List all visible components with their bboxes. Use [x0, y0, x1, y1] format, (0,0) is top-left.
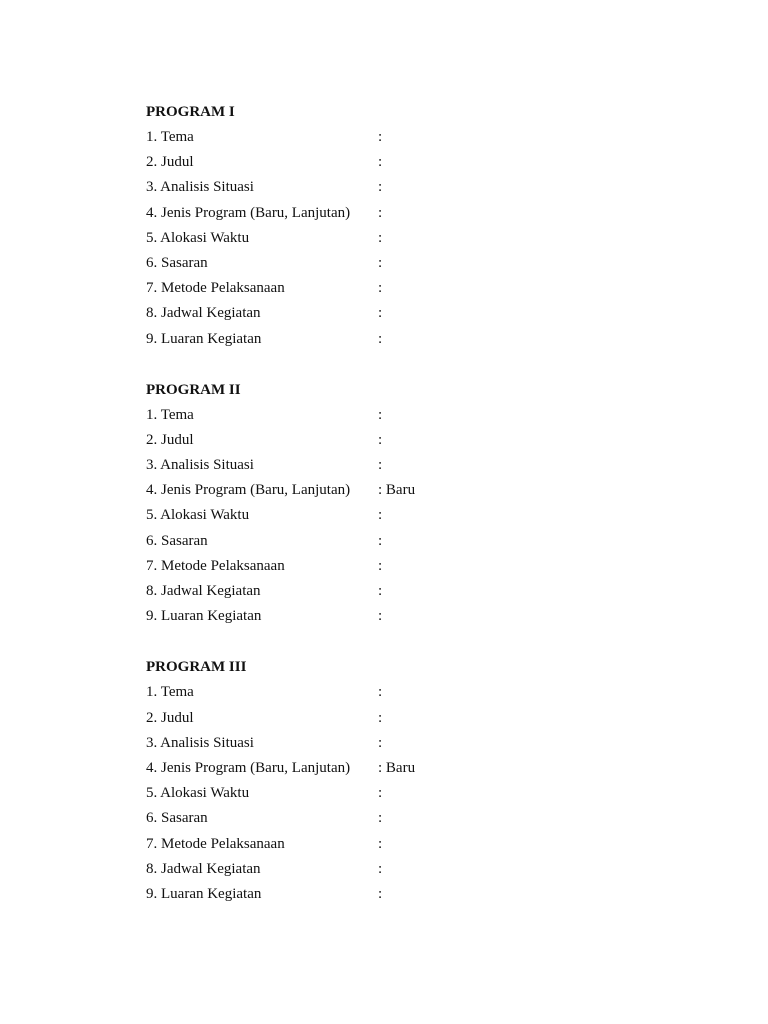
program-row — [146, 756, 706, 781]
row-label: 8. Jadwal Kegiatan — [146, 583, 261, 599]
row-label: 7. Metode Pelaksanaan — [146, 280, 285, 297]
row-value: : — [378, 330, 383, 347]
row-label: 3. Analisis Situasi — [146, 457, 254, 474]
row-label: 5. Alokasi Waktu — [146, 507, 250, 524]
row-label: 9. Luaran Kegiatan — [146, 330, 262, 347]
row-label: 9. Luaran Kegiatan — [146, 885, 262, 902]
row-value: : — [378, 431, 383, 448]
program-row — [146, 706, 706, 731]
row-label: 2. Judul — [146, 709, 194, 726]
row-label: 5. Alokasi Waktu — [146, 229, 250, 246]
program-row — [146, 327, 706, 352]
row-label: 2. Judul — [146, 431, 194, 448]
program-row — [146, 579, 706, 604]
row-value: : — [378, 154, 383, 171]
row-value: : — [378, 583, 383, 599]
row-value: : — [378, 179, 383, 196]
row-label: 6. Sasaran — [146, 254, 208, 271]
program-title: PROGRAM II — [146, 381, 241, 398]
program-row — [146, 731, 706, 756]
program-title: PROGRAM I — [146, 104, 235, 120]
row-label: 6. Sasaran — [146, 532, 208, 549]
row-label: 1. Tema — [146, 406, 194, 423]
row-value: : — [378, 557, 383, 574]
row-label: 3. Analisis Situasi — [146, 734, 254, 751]
row-label: 6. Sasaran — [146, 810, 208, 827]
row-value: : — [378, 406, 383, 423]
program-row — [146, 175, 706, 200]
program-row — [146, 150, 706, 175]
program-row — [146, 125, 706, 150]
row-label: 4. Jenis Program (Baru, Lanjutan) — [146, 482, 351, 499]
program-row — [146, 857, 706, 882]
row-label: 1. Tema — [146, 684, 194, 701]
row-value: : — [378, 254, 383, 271]
program-row — [146, 428, 706, 453]
program-title: PROGRAM III — [146, 659, 247, 676]
row-label: 8. Jadwal Kegiatan — [146, 305, 261, 322]
row-label: 7. Metode Pelaksanaan — [146, 557, 285, 574]
row-value: : — [378, 885, 383, 902]
program-row — [146, 478, 706, 503]
row-value: : — [378, 532, 383, 549]
row-label: 1. Tema — [146, 129, 194, 145]
program-section-1 — [146, 100, 706, 352]
row-value: : — [378, 305, 383, 322]
row-value: : — [378, 280, 383, 297]
row-label: 2. Judul — [146, 154, 194, 171]
row-value: : — [378, 810, 383, 827]
row-value: : — [378, 229, 383, 246]
row-label: 3. Analisis Situasi — [146, 179, 254, 196]
row-value: : — [378, 204, 383, 221]
row-label: 8. Jadwal Kegiatan — [146, 860, 261, 877]
row-value: : — [378, 835, 383, 852]
program-row — [146, 453, 706, 478]
row-value: : — [378, 709, 383, 726]
document-page — [146, 100, 706, 933]
program-row — [146, 781, 706, 806]
program-row — [146, 882, 706, 907]
program-row — [146, 301, 706, 326]
row-value: : — [378, 860, 383, 877]
row-value: : Baru — [378, 482, 416, 499]
program-section-3 — [146, 655, 706, 907]
program-row — [146, 680, 706, 705]
program-row — [146, 403, 706, 428]
row-value: : — [378, 608, 383, 625]
row-value: : — [378, 129, 383, 145]
row-value: : — [378, 457, 383, 474]
row-value: : — [378, 785, 383, 802]
row-label: 7. Metode Pelaksanaan — [146, 835, 285, 852]
program-row — [146, 251, 706, 276]
row-value: : — [378, 507, 383, 524]
program-row — [146, 554, 706, 579]
row-value: : Baru — [378, 759, 416, 776]
program-row — [146, 604, 706, 629]
program-row — [146, 276, 706, 301]
program-row — [146, 806, 706, 831]
row-label: 4. Jenis Program (Baru, Lanjutan) — [146, 204, 351, 221]
program-row — [146, 529, 706, 554]
row-value: : — [378, 734, 383, 751]
row-label: 4. Jenis Program (Baru, Lanjutan) — [146, 759, 351, 776]
program-section-2 — [146, 378, 706, 630]
row-label: 9. Luaran Kegiatan — [146, 608, 262, 625]
program-row — [146, 503, 706, 528]
row-label: 5. Alokasi Waktu — [146, 785, 250, 802]
program-row — [146, 201, 706, 226]
row-value: : — [378, 684, 383, 701]
program-row — [146, 226, 706, 251]
program-row — [146, 832, 706, 857]
